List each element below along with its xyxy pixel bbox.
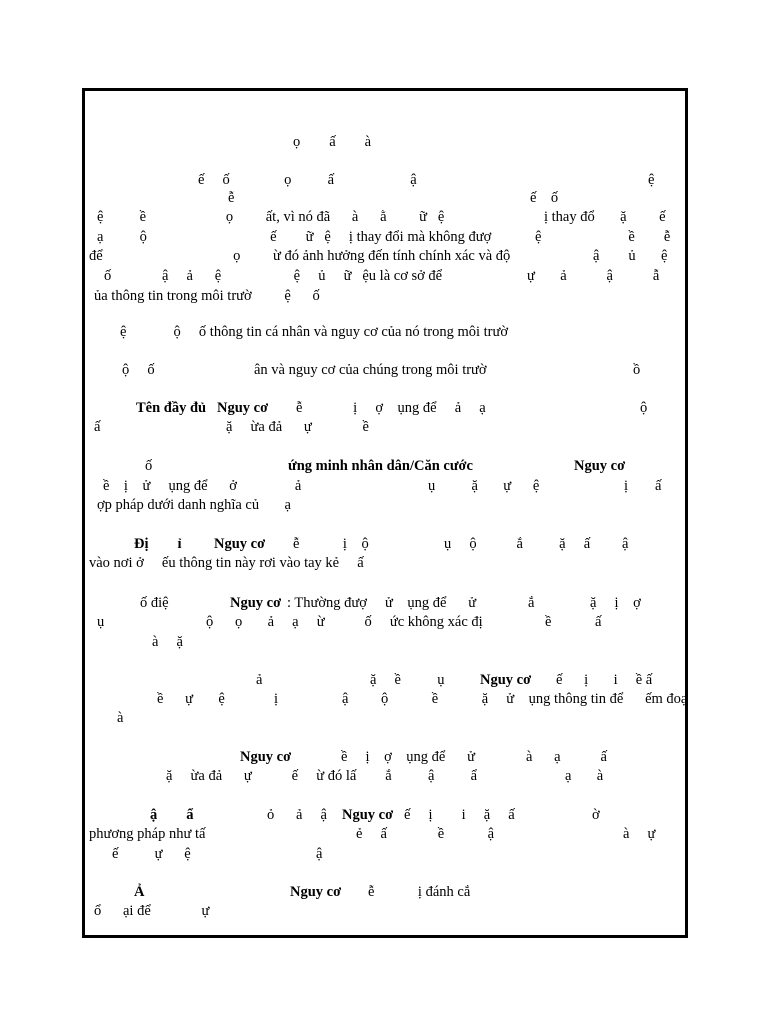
risk-label: Nguy cơ [342, 807, 394, 823]
text-line: ế ố [530, 190, 559, 206]
item-heading: ố điệ [140, 595, 169, 611]
item-heading: Ả [134, 884, 145, 900]
text-line: ậ ộ ề ặ ử ụng thông tin để ếm đoạ [342, 691, 688, 707]
text-line: ề ự ệ [157, 691, 225, 707]
text-line: ị thay đổ ặ ế [544, 209, 666, 225]
text-line: ễ ị ộ [293, 536, 369, 552]
text-line: ặ ề ụ [370, 672, 445, 688]
text-line: à ạ ấ [526, 749, 607, 765]
text-line: ấ [595, 614, 602, 630]
text-line: ồ [633, 362, 641, 378]
item-heading: Tên đầy đủ [136, 400, 207, 416]
text-line: ế ị i ặ ấ [404, 807, 515, 823]
text-line: ấ [655, 478, 662, 494]
text-line: ế ị i ề ấ [556, 672, 653, 688]
text-line: ợp pháp dưới danh nghĩa củ ạ [97, 497, 291, 513]
text-line: ự ả ậ ẫ [527, 268, 660, 284]
text-line: ụ ộ ắ ặ ấ [444, 536, 591, 552]
text-line: ễ ị đánh cắ [368, 884, 471, 900]
risk-label: Nguy cơ [290, 884, 342, 900]
text-line: ổ ại để ự [94, 903, 210, 919]
text-line: ặ ừa đả ự ề [226, 419, 369, 435]
item-heading: ứng minh nhân dân/Căn cước [288, 458, 473, 474]
text-line: ề ị ử ụng để ở ả [103, 478, 302, 494]
text-line: ẻ ấ ề ậ [356, 826, 495, 842]
title-line: ọ ấ à [293, 134, 372, 150]
item-heading: ả [256, 672, 263, 688]
text-line: ụ [97, 614, 105, 630]
item-heading: ậ ẩ [150, 807, 194, 823]
text-line: : Thường đượ ử ụng để ử [287, 595, 477, 611]
text-line: ậ ủ ệ [593, 248, 668, 264]
text-line: ế ự ệ [112, 846, 191, 862]
text-line: ệ ề ễ [535, 229, 671, 245]
text-line: ộ ố [122, 362, 155, 378]
text-line: ờ [592, 807, 600, 823]
text-line: à [117, 710, 124, 726]
text-line: ủa thông tin trong môi trườ ệ ố [94, 288, 320, 304]
text-line: ạ ộ ế ữ ệ ị thay đổi mà không đượ [97, 229, 492, 245]
text-line: ố [145, 458, 153, 474]
text-line: phương pháp như tấ [89, 826, 206, 842]
text-line: ệ ề ọ ất, vì nó đã à ằ ữ ệ [97, 209, 445, 225]
text-line: à ặ [152, 634, 183, 650]
risk-label: Nguy cơ [230, 595, 282, 611]
text-line: ố ậ ả ệ ệ ủ ữ ệu là cơ sở để [104, 268, 443, 284]
text-line: ị [624, 478, 629, 494]
text-line: ễ [228, 190, 235, 206]
text-line: ễ ị ợ ụng để ả ạ [296, 400, 486, 416]
text-line: ề ị ợ ụng để ử [341, 749, 475, 765]
text-line: ỏ ả ậ [267, 807, 327, 823]
text-line: ậ [622, 536, 629, 552]
text-line: để ọ ừ đó ảnh hưởng đến tính chính xác và độ [89, 248, 511, 264]
risk-label: Nguy cơ [480, 672, 532, 688]
text-line: ụ ặ ự ệ [428, 478, 540, 494]
text-line: ặ ừa đả ự ế ừ đó lấ ắ ậ ẩ [166, 768, 478, 784]
text-line: ộ [640, 400, 648, 416]
text-line: à ự [623, 826, 656, 842]
text-line: ệ [648, 172, 655, 188]
risk-label: Nguy cơ [240, 749, 292, 765]
text-line: ị [274, 691, 279, 707]
text-line: ân và nguy cơ của chúng trong môi trườ [254, 362, 487, 378]
text-line: ậ [316, 846, 323, 862]
text-line: ệ ộ ố thông tin cá nhân và nguy cơ của nó trong môi trườ [120, 324, 509, 340]
risk-label: Nguy cơ [214, 536, 266, 552]
text-line: ộ ọ ả ạ ừ ố ức không xác đị [206, 614, 483, 630]
text-line: ặ ị ợ [590, 595, 641, 611]
risk-label: Nguy cơ [574, 458, 626, 474]
text-line: ề [545, 614, 552, 630]
risk-label: Nguy cơ [217, 400, 269, 416]
text-line: ế ố ọ ấ ậ [198, 172, 417, 188]
item-heading: Đị ỉ [134, 536, 182, 552]
text-line: ắ [528, 595, 535, 611]
text-line: ấ [94, 419, 101, 435]
text-line: vào nơi ở ếu thông tin này rơi vào tay kẻ ấ [89, 555, 364, 571]
text-line: ạ à [565, 768, 604, 784]
